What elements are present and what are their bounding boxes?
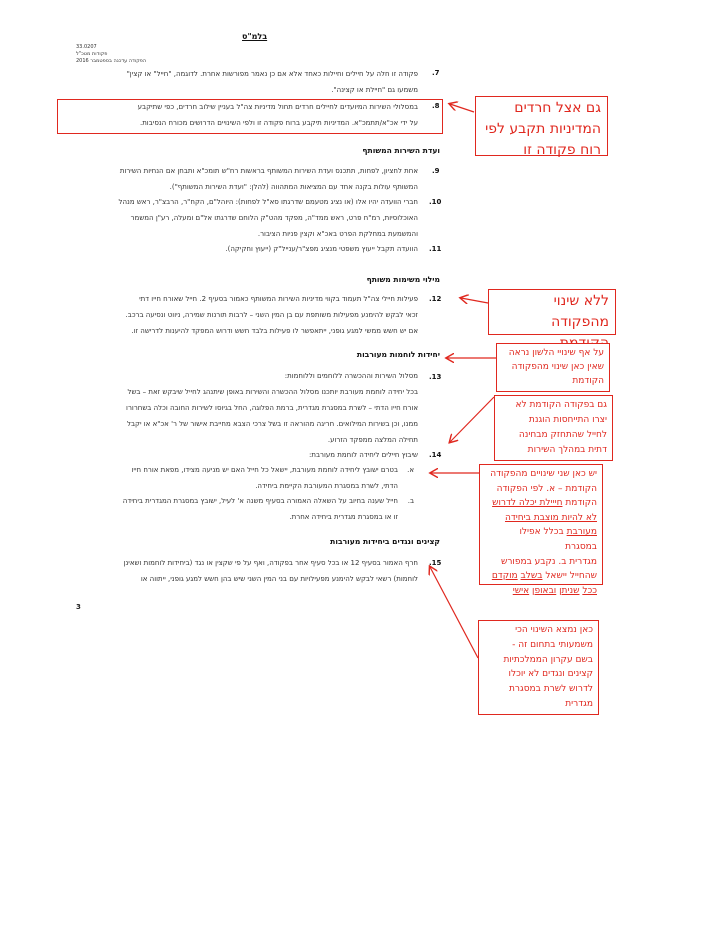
comment-box	[478, 620, 599, 715]
meta-line: הפקודה עדכנה בספטמבר 2016	[76, 58, 147, 64]
comment-line	[485, 525, 597, 554]
comment-underlined-text: ובאופן	[532, 585, 557, 596]
sub-item-line: זו או במסגרת מגדרית ביחידה אחרת.	[289, 513, 398, 521]
paragraph-number: .12	[429, 295, 442, 303]
comment-box	[494, 395, 613, 461]
section-heading: ועדת השירות המשותף	[362, 146, 440, 155]
comment-underlined-text: חייילת יכלה לדרוש	[492, 498, 563, 509]
paragraph-line: בכל יחידה לוחמת מעורבת יותכנו מסלול ההכשרה והשירות באופן שיתנהג לחייל שיבקש זאת – בשל	[127, 388, 418, 396]
connector-arrow	[450, 104, 474, 112]
connector-arrow	[450, 397, 494, 442]
comment-line: לדרוש לשרת במסגרת	[508, 684, 593, 695]
paragraph-line: אורח חייו הדתי – לשרת במסגרת מגדרית, ברמת הפלוגה, החל בגיוסו לשירות החובה וכלה בשחרורו	[126, 404, 418, 412]
comment-box	[479, 464, 603, 596]
comment-line: מגדרית ב. נקבע במפורש	[500, 556, 597, 567]
paragraph-number: .10	[429, 198, 442, 206]
comment-box	[488, 289, 616, 335]
comment-line: המדיניות תקבע לפי	[485, 121, 601, 137]
meta-line: פקודות מטכ"ל	[76, 51, 108, 57]
comment-line: רוח פקודה זו	[523, 142, 601, 158]
connector-arrow	[430, 567, 478, 658]
sub-item-line: הדתי, לשרת במסגרת המעורבת הקיימת ביחידה.	[255, 482, 398, 490]
paragraph-number: .15	[429, 559, 442, 567]
comment-line: על אף שינויי הלשון נראה	[508, 348, 604, 358]
comment-underlined-text: לא להיות מוצבת ביחידה	[504, 512, 597, 523]
comment-underlined-text: מוקדם	[491, 571, 518, 582]
comment-line: לחייל שהתחזק מבחינה	[518, 430, 607, 440]
comment-text: שהחייל יישאל	[542, 571, 597, 582]
comment-underlined-text: אישי	[512, 585, 530, 596]
comment-text: בכלל אפילו במסגרת	[519, 527, 597, 552]
section-heading: יחידות לוחמות מעורבות	[356, 350, 440, 359]
comment-line: בשם עקרון הממלכתיות	[503, 654, 593, 665]
paragraph-number: .7	[432, 69, 440, 77]
comment-line: הקודמת – א. לפי הפקודה	[496, 483, 597, 494]
comment-underlined-text: שניתן	[559, 585, 580, 596]
comment-line	[485, 569, 597, 584]
meta-line: 33.0207	[76, 44, 97, 50]
comment-line	[485, 496, 597, 511]
comment-underlined-text: מעורבת	[566, 527, 597, 538]
comment-line: קצינים ונגדים לא יוכלו	[508, 669, 593, 680]
sub-item-number: א.	[407, 466, 414, 474]
comment-underlined-text: ככל	[582, 585, 597, 596]
comment-line: שאין כאן שינוי מהפקודה	[511, 362, 604, 372]
paragraph-line: לוחמות) רשאי לבקש להימנע מפעילויות עם בני המין השני שיש בהן חשש למגע גופני, ייתווה או	[140, 575, 418, 583]
connector-arrow	[461, 298, 488, 303]
paragraph-line: אחת לחציון, לפחות, תתכנס ועדת השירות המשותף בראשות רח"ש תומכ"א ותבחן אם הנחיות השירות	[119, 167, 418, 175]
classification-label: בלמ"ס	[242, 32, 268, 41]
paragraph-line: הוועדה תקבל ייעוץ משפטי מנציג מפצ"ר/ענייל"ק (ייעוץ וחקיקה).	[225, 245, 418, 253]
paragraph-line: פעילות חיילי צה"ל תעמוד בקווי מדיניות השירות המשותף כאמור בסעיף 2. חייל שאורח חייו דתי	[139, 295, 418, 303]
paragraph-number: .11	[429, 245, 442, 253]
comment-line: ללא שינוי מהפקודה	[551, 293, 609, 330]
comment-line: גם אצל חרדים	[514, 100, 601, 116]
comment-text: הקודמת	[562, 498, 597, 509]
comment-line: יצרו התייחסות הוגנת	[528, 415, 607, 425]
comment-line: משמעותי בתחום זה -	[512, 639, 593, 650]
comment-underlined-text: בשלב	[520, 571, 543, 582]
sub-item-number: ב.	[407, 497, 414, 505]
comment-line	[485, 511, 597, 526]
paragraph-number: .13	[429, 373, 442, 381]
section-heading: קצינים ונגדים ביחידות מעורבות	[330, 537, 440, 546]
page-number: 3	[76, 603, 81, 611]
comment-line: הקודמת	[572, 376, 604, 386]
paragraph-line: זכאי לבקש להימנע מפעילות משותפת עם בן המין השני – לרבות תורנות שמירה, ניווט ונסיעה ברכב.	[125, 311, 418, 319]
comment-box	[496, 343, 610, 392]
paragraph-line: על ידי אכ"א/תתמכ"א. המדיניות תיקבע ברוח פקודה זו ולפי השינויים הדרושים מכורח הנסיבות.	[139, 119, 418, 127]
paragraph-line: חרף האמור בסעיף 12 או בכל סעיף אחר בפקודה, ואף על פי שקצין או נגד (ביחידות לוחמות ושאינן	[123, 559, 418, 567]
comment-line: יש כאן שני שינויים מהפקודה	[490, 469, 597, 479]
paragraph-line: והמשמעת במחלקת הפרט באכ"א וקצין פניות הציבור.	[257, 230, 418, 238]
paragraph-line: האוכלוסיות, רמ"ח פרט, ראש ממד"ה, מפקד מהט"ק הלוחם שדרגתו אל"ם ומעלה, רע"ן המשמר	[130, 214, 418, 222]
paragraph-line: חברי הוועדה יהיו אלו (או נציג מטעמם שדרגתו סא"ל לפחות): היוהל"ם, הקח"ר, הרבצ"ר, ראש מנהל	[118, 198, 418, 206]
paragraph-line: המשותף עולות בקנה אחד עם המציאות המתהווה (להלן: "ועדת השירות המשותף").	[169, 183, 418, 191]
sub-item-line: חייל שענה בחיוב על השאלה האמורה בסעיף משנה א' לעיל, ישובץ במסגרת המגדרית ביחידה	[122, 497, 398, 505]
paragraph-line: ממנו, וכן בשירות המילואים. חריגה מהוראה זו בשל צרכי הצבא מחייבת אישור של ר' אכ"א או יקבל	[126, 420, 418, 428]
section-heading: מילוי משימות משותף	[366, 275, 440, 284]
comment-line: כאן נמצא השינוי הכי	[515, 625, 593, 635]
paragraph-line: משמעו גם "חיילת או קצינה".	[331, 86, 418, 94]
comment-line: מגדרית	[565, 698, 593, 709]
sub-item-line: בטרם ישובץ ליחידה לוחמת מעורבת, יישאל כל חייל האם יש מניעה מצידו, מפאת אורח חייו	[131, 466, 398, 474]
paragraph-number: .8	[432, 102, 440, 110]
paragraph-line: שיבוץ חיילים ליחידה לוחמת מעורבת:	[309, 451, 418, 459]
paragraph-line: אם יש חשש ממשי למגע גופני, ייתאפשר לו פעילות בלבד חשש ודרוש המפקד להיענות לדרישה זו.	[131, 327, 418, 335]
paragraph-line: מסלול השירות וההכשרה ללוחמים וללוחמות:	[284, 372, 418, 380]
paragraph-line: תחילה המלצה ממפקד הזרוע.	[327, 436, 418, 444]
paragraph-line: במסלולי השירות המיועדים לחיילים חרדים תחול מדיניות צה"ל בעניין שילוב חרדים, כפי שתיקבע	[137, 103, 418, 111]
comment-line: דתית במהלך השירות	[527, 445, 607, 455]
comment-line: גם בפקודה הקודמת לא	[515, 400, 607, 410]
comment-box	[475, 96, 608, 156]
comment-line	[485, 584, 597, 599]
paragraph-number: .14	[429, 451, 442, 459]
paragraph-line: פקודה זו חלה על חיילים וחיילות כאחד אלא אם כן נאמר מפורשות אחרת. לדוגמה, "חייל" או קצין"	[126, 70, 418, 78]
paragraph-number: .9	[432, 167, 440, 175]
